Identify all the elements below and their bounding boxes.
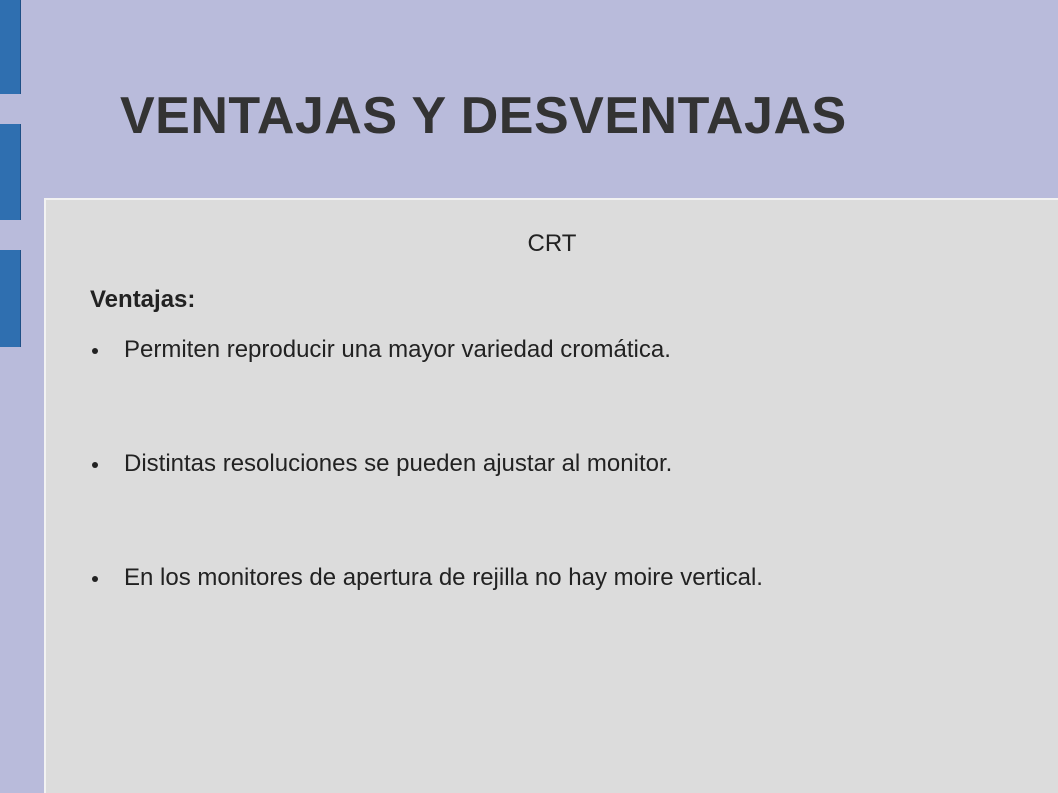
- slide-title: VENTAJAS Y DESVENTAJAS: [120, 87, 847, 145]
- bullet-text: Distintas resoluciones se pueden ajustar al monitor.: [124, 450, 673, 477]
- accent-bar-bottom: [0, 250, 21, 347]
- bullet-text: Permiten reproducir una mayor variedad cromática.: [124, 336, 671, 363]
- accent-bar-middle: [0, 124, 21, 220]
- subheading: CRT: [527, 230, 577, 257]
- accent-bar-top: [0, 0, 21, 94]
- bullet-icon: [92, 462, 98, 468]
- bullet-text: En los monitores de apertura de rejilla no hay moire vertical.: [124, 564, 763, 591]
- section-label: Ventajas:: [90, 286, 196, 313]
- bullet-icon: [92, 576, 98, 582]
- bullet-icon: [92, 348, 98, 354]
- content-panel: [44, 198, 1058, 793]
